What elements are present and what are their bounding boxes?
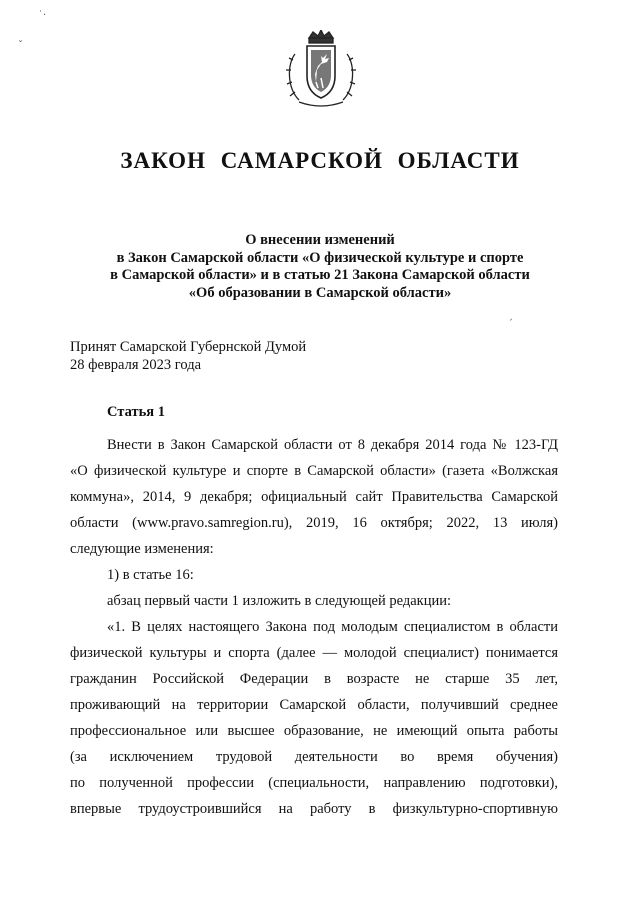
- article-heading: Статья 1: [107, 404, 165, 420]
- text-line: гражданин Российской Федерации в возрасте не старше 35 лет,: [70, 671, 558, 687]
- coat-of-arms-emblem: [285, 30, 357, 112]
- text-line: профессиональное или высшее образование, не имеющий опыта работы: [70, 723, 558, 739]
- quoted-paragraph: [70, 614, 558, 822]
- paragraph: [70, 432, 558, 562]
- text-line: абзац первый части 1 изложить в следующей редакции:: [107, 593, 451, 609]
- paragraph: [70, 562, 558, 588]
- scan-speck: ˏ: [508, 310, 513, 321]
- law-subtitle: [60, 232, 580, 302]
- subtitle-line: О внесении изменений: [245, 232, 395, 248]
- text-line: области (www.pravo.samregion.ru), 2019, 16 октября; 2022, 13 июля): [70, 515, 558, 531]
- text-line: впервые трудоустроившийся на работу в физкультурно-спортивную: [70, 801, 558, 817]
- subtitle-line: в Закон Самарской области «О физической культуре и спорте: [116, 249, 524, 266]
- text-line: проживающий на территории Самарской области, получивший среднее: [70, 697, 558, 713]
- article-body: [70, 432, 558, 822]
- text-line: «1. В целях настоящего Закона под молодым специалистом в области: [107, 619, 558, 635]
- text-line: коммуна», 2014, 9 декабря; официальный сайт Правительства Самарской: [70, 489, 558, 505]
- law-title: ЗАКОН САМАРСКОЙ ОБЛАСТИ: [120, 148, 520, 173]
- adoption-date: 28 февраля 2023 года: [70, 356, 202, 373]
- text-line: физической культуры и спорта (далее — молодой специалист) понимается: [70, 645, 558, 661]
- text-line: (за исключением трудовой деятельности во время обучения): [70, 749, 558, 765]
- subtitle-line: «Об образовании в Самарской области»: [188, 284, 452, 301]
- list-item: 1) в статье 16:: [107, 567, 194, 583]
- scan-speck: ˇ: [18, 40, 23, 51]
- adoption-line: Принят Самарской Губернской Думой: [70, 339, 307, 355]
- text-line: «О физической культуре и спорте в Самарской области» (газета «Волжская: [70, 463, 558, 479]
- paragraph: [70, 588, 558, 614]
- subtitle-line: в Самарской области» и в статью 21 Закона Самарской области: [110, 267, 530, 283]
- text-line: по полученной профессии (специальности, направлению подготовки),: [70, 775, 558, 791]
- text-line: Внести в Закон Самарской области от 8 декабря 2014 года № 123-ГД: [107, 437, 558, 453]
- text-line: следующие изменения:: [70, 541, 214, 557]
- scan-speck: ˙·: [38, 10, 47, 21]
- adoption-note: [70, 339, 470, 374]
